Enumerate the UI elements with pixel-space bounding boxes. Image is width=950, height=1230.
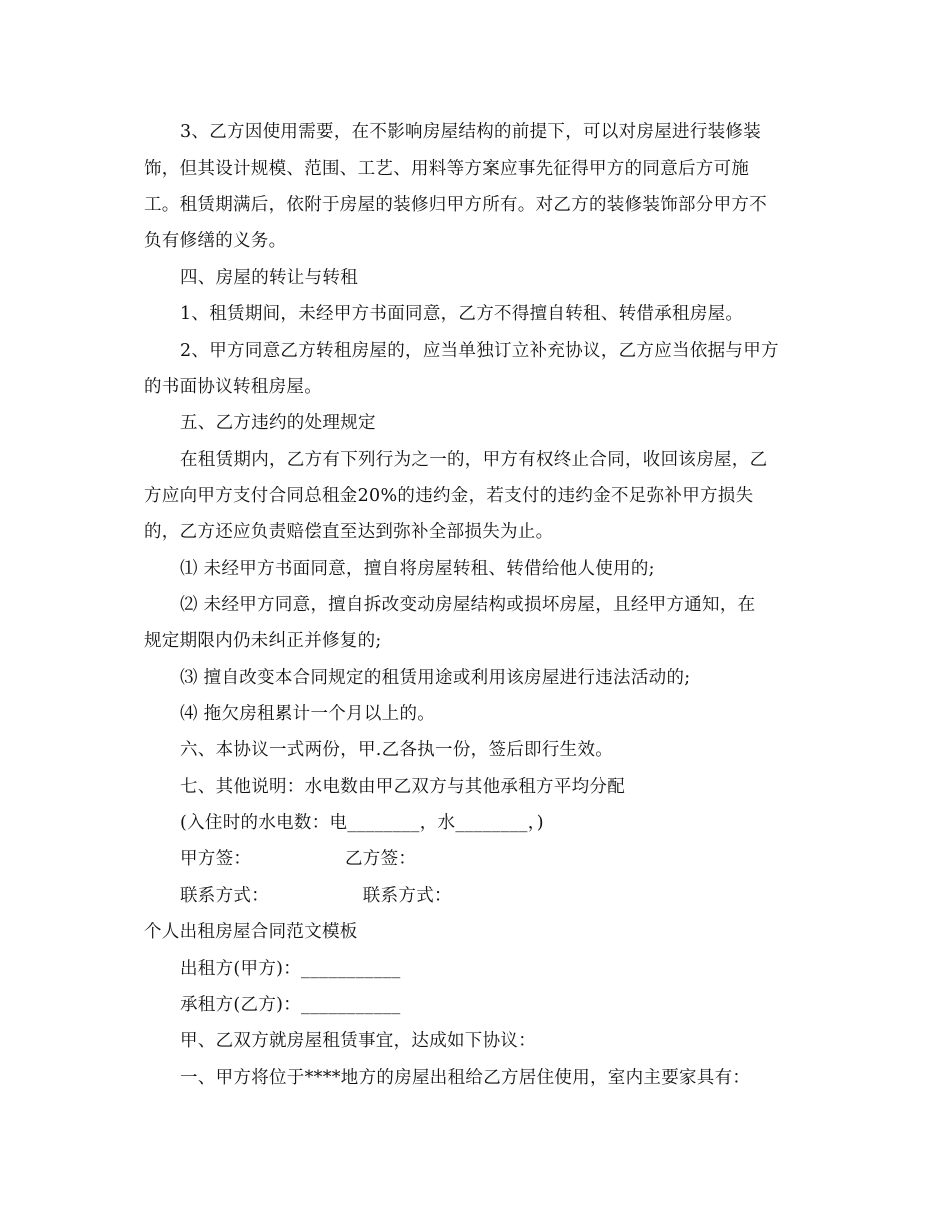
signature-line: 甲方签： 乙方签： [180,849,417,869]
section-heading: 四、房屋的转让与转租 [180,268,358,288]
lessor-field: 出租方(甲方)：___________ [180,959,401,979]
paragraph-line: 的，乙方还应负责赔偿直至达到弥补全部损失为止。 [144,522,554,542]
paragraph-line: 2、甲方同意乙方转租房屋的，应当单独订立补充协议，乙方应当依据与甲方 [180,341,779,361]
paragraph-line: 的书面协议转租房屋。 [144,377,322,397]
list-item: ⑵ 未经甲方同意，擅自拆改变动房屋结构或损坏房屋，且经甲方通知，在 [180,595,756,615]
contact-line: 联系方式： 联系方式： [180,886,452,906]
paragraph-line: 3、乙方因使用需要，在不影响房屋结构的前提下，可以对房屋进行装修装 [180,122,762,142]
paragraph-line: 饰，但其设计规模、范围、工艺、用料等方案应事先征得甲方的同意后方可施 [144,159,750,179]
lessee-field: 承租方(乙方)：___________ [180,995,401,1015]
list-item-continuation: 规定期限内仍未纠正并修复的; [144,631,382,651]
paragraph-line: 在租赁期内，乙方有下列行为之一的，甲方有权终止合同，收回该房屋，乙 [180,450,768,470]
paragraph-line: 甲、乙双方就房屋租赁事宜，达成如下协议： [180,1031,536,1051]
paragraph-line: 1、租赁期间，未经甲方书面同意，乙方不得擅自转租、转借承租房屋。 [180,304,744,324]
list-item: ⑴ 未经甲方书面同意，擅自将房屋转租、转借给他人使用的; [180,559,655,579]
document-title: 个人出租房屋合同范文模板 [144,922,358,942]
section-heading: 七、其他说明：水电数由甲乙双方与其他承租方平均分配 [180,777,625,797]
meter-readings-line: (入住时的水电数：电________，水________，) [180,813,544,833]
paragraph-line: 方应向甲方支付合同总租金20%的违约金，若支付的违约金不足弥补甲方损失 [144,486,754,506]
list-item: ⑶ 擅自改变本合同规定的租赁用途或利用该房屋进行违法活动的; [180,668,691,688]
paragraph-line: 工。租赁期满后，依附于房屋的装修归甲方所有。对乙方的装修装饰部分甲方不 [144,195,767,215]
list-item: ⑷ 拖欠房租累计一个月以上的。 [180,704,436,724]
paragraph-line: 负有修缮的义务。 [144,231,287,251]
section-heading: 六、本协议一式两份，甲.乙各执一份，签后即行生效。 [180,740,614,760]
section-heading: 五、乙方违约的处理规定 [180,413,376,433]
section-heading: 一、甲方将位于****地方的房屋出租给乙方居住使用，室内主要家具有： [180,1068,751,1088]
